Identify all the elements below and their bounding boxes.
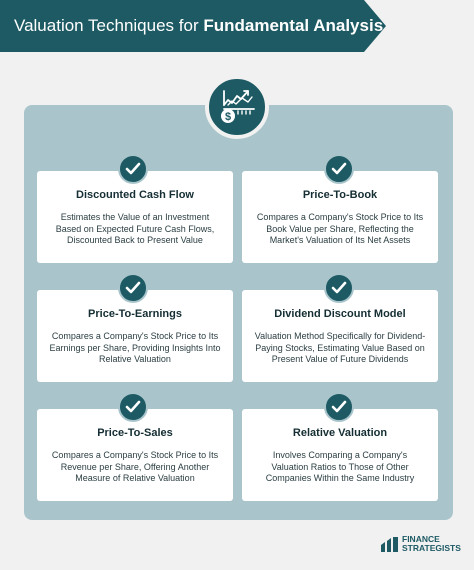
hero-badge: [205, 75, 269, 139]
checkmark-icon: [324, 392, 354, 422]
card-description: Valuation Method Specifically for Dividend-Paying Stocks, Estimating Value Based on Present Value of Future Dividends: [254, 331, 426, 364]
card-title: Discounted Cash Flow: [76, 189, 194, 201]
finance-strategists-logo: [380, 534, 461, 555]
checkmark-icon: [324, 273, 354, 303]
card-title: Price-To-Earnings: [88, 308, 182, 320]
card-price-to-book: [242, 171, 438, 263]
card-title: Price-To-Book: [302, 189, 378, 201]
checkmark-icon: [118, 392, 148, 422]
card-title: Relative Valuation: [292, 427, 388, 439]
svg-text:$: $: [224, 111, 232, 123]
card-discounted-cash-flow: [37, 171, 233, 263]
checkmark-icon: [324, 154, 354, 184]
logo-mark-icon: [380, 536, 399, 553]
checkmark-icon: [118, 273, 148, 303]
title-bold: Fundamental Analysis: [203, 16, 384, 35]
card-description: Compares a Company's Stock Price to Its Book Value per Share, Reflecting the Market's Valuation of Its Net Assets: [256, 212, 424, 245]
logo-text-line2: STRATEGISTS: [402, 543, 461, 553]
card-description: Compares a Company's Stock Price to Its Revenue per Share, Offering Another Measure of Relative Valuation: [51, 450, 219, 483]
title-regular: Valuation Techniques for: [14, 16, 204, 35]
card-description: Estimates the Value of an Investment Based on Expected Future Cash Flows, Discounted Back to Present Value: [55, 212, 215, 245]
card-dividend-discount-model: [242, 290, 438, 382]
card-price-to-earnings: [37, 290, 233, 382]
chart-growth-dollar-icon: [216, 88, 258, 126]
logo-text-line1: FINANCE: [402, 534, 440, 544]
page-title: [14, 16, 383, 36]
card-relative-valuation: [242, 409, 438, 501]
card-price-to-sales: [37, 409, 233, 501]
card-description: Compares a Company's Stock Price to Its Earnings per Share, Providing Insights Into Relative Valuation: [49, 331, 221, 364]
card-description: Involves Comparing a Company's Valuation Ratios to Those of Other Companies Within the Same Industry: [265, 450, 415, 483]
card-title: Price-To-Sales: [97, 427, 173, 439]
checkmark-icon: [118, 154, 148, 184]
card-title: Dividend Discount Model: [274, 308, 406, 320]
